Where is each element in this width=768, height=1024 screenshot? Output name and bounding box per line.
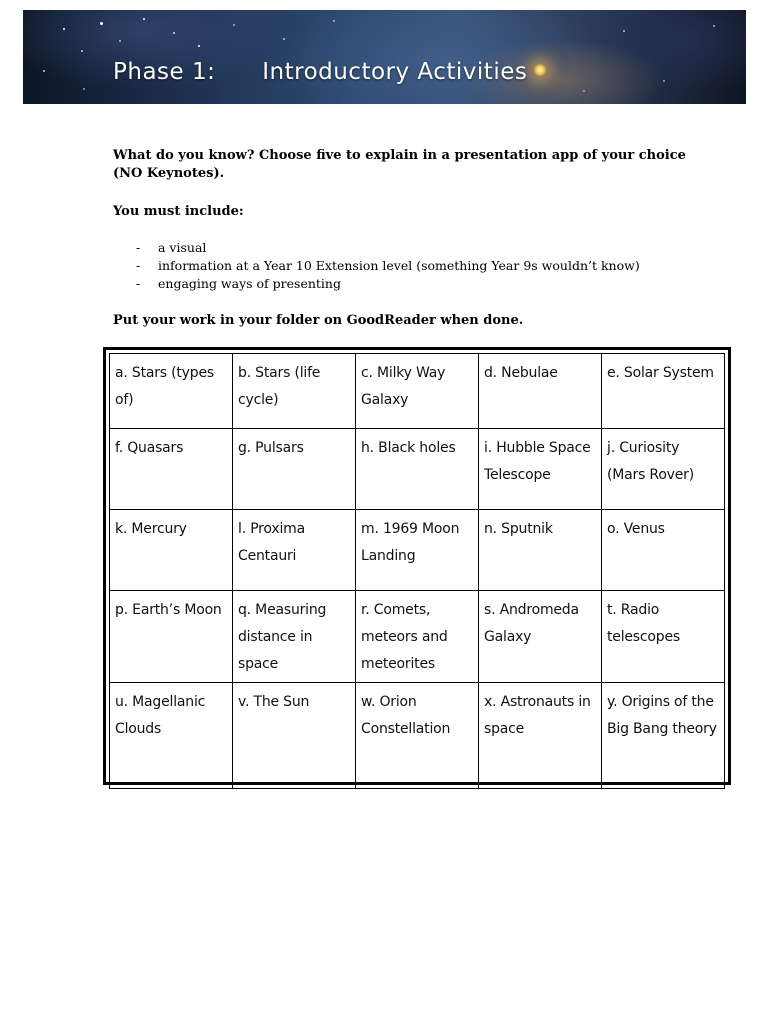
star-dot: [623, 30, 625, 32]
topic-cell: t. Radio telescopes: [602, 591, 725, 683]
submit-instruction: Put your work in your folder on GoodReader when done.: [113, 313, 524, 328]
page-title: Phase 1: Introductory Activities: [113, 59, 528, 85]
topic-cell: x. Astronauts in space: [479, 683, 602, 789]
topic-cell: j. Curiosity (Mars Rover): [602, 429, 725, 510]
star-dot: [43, 70, 45, 72]
table-row: [110, 683, 725, 789]
star-dot: [198, 45, 200, 47]
topic-cell: o. Venus: [602, 510, 725, 591]
topic-cell: w. Orion Constellation: [356, 683, 479, 789]
star-dot: [83, 88, 85, 90]
topic-cell: q. Measuring distance in space: [233, 591, 356, 683]
task-question: What do you know? Choose five to explain in a presentation app of your choice (NO Keynotes).: [113, 148, 686, 181]
star-dot: [583, 90, 585, 92]
topic-cell: r. Comets, meteors and meteorites: [356, 591, 479, 683]
topic-cell: d. Nebulae: [479, 354, 602, 429]
list-item: - a visual: [136, 240, 207, 255]
topic-cell: m. 1969 Moon Landing: [356, 510, 479, 591]
star-dot: [713, 25, 715, 27]
list-item: - information at a Year 10 Extension level (something Year 9s wouldn’t know): [136, 258, 640, 273]
table-row: [110, 429, 725, 510]
table-row: [110, 591, 725, 683]
topic-cell: b. Stars (life cycle): [233, 354, 356, 429]
requirement-text: information at a Year 10 Extension level (something Year 9s wouldn’t know): [158, 258, 640, 273]
table-row: [110, 510, 725, 591]
topic-cell: n. Sputnik: [479, 510, 602, 591]
topic-cell: y. Origins of the Big Bang theory: [602, 683, 725, 789]
star-dot: [233, 24, 235, 26]
star-dot: [119, 40, 121, 42]
topic-cell: f. Quasars: [110, 429, 233, 510]
topic-cell: h. Black holes: [356, 429, 479, 510]
topics-table: [109, 353, 725, 789]
star-dot: [81, 50, 83, 52]
star-dot: [63, 28, 65, 30]
table-row: [110, 354, 725, 429]
header-banner: [23, 10, 746, 104]
topic-cell: g. Pulsars: [233, 429, 356, 510]
topic-cell: e. Solar System: [602, 354, 725, 429]
topic-cell: i. Hubble Space Telescope: [479, 429, 602, 510]
topic-cell: s. Andromeda Galaxy: [479, 591, 602, 683]
topic-cell: c. Milky Way Galaxy: [356, 354, 479, 429]
star-dot: [143, 18, 145, 20]
star-dot: [173, 32, 175, 34]
topic-cell: u. Magellanic Clouds: [110, 683, 233, 789]
star-dot: [100, 22, 103, 25]
star-dot: [663, 80, 665, 82]
topic-cell: v. The Sun: [233, 683, 356, 789]
requirements-list: [113, 239, 640, 293]
list-item: - engaging ways of presenting: [136, 276, 341, 291]
glowing-star-icon: [534, 64, 546, 76]
requirement-text: a visual: [158, 240, 207, 255]
topic-cell: l. Proxima Centauri: [233, 510, 356, 591]
topic-cell: k. Mercury: [110, 510, 233, 591]
topic-cell: a. Stars (types of): [110, 354, 233, 429]
requirement-text: engaging ways of presenting: [158, 276, 341, 291]
must-include-label: You must include:: [113, 204, 244, 219]
star-dot: [333, 20, 335, 22]
topic-cell: p. Earth’s Moon: [110, 591, 233, 683]
topics-grid-frame: [103, 347, 731, 785]
star-dot: [283, 38, 285, 40]
